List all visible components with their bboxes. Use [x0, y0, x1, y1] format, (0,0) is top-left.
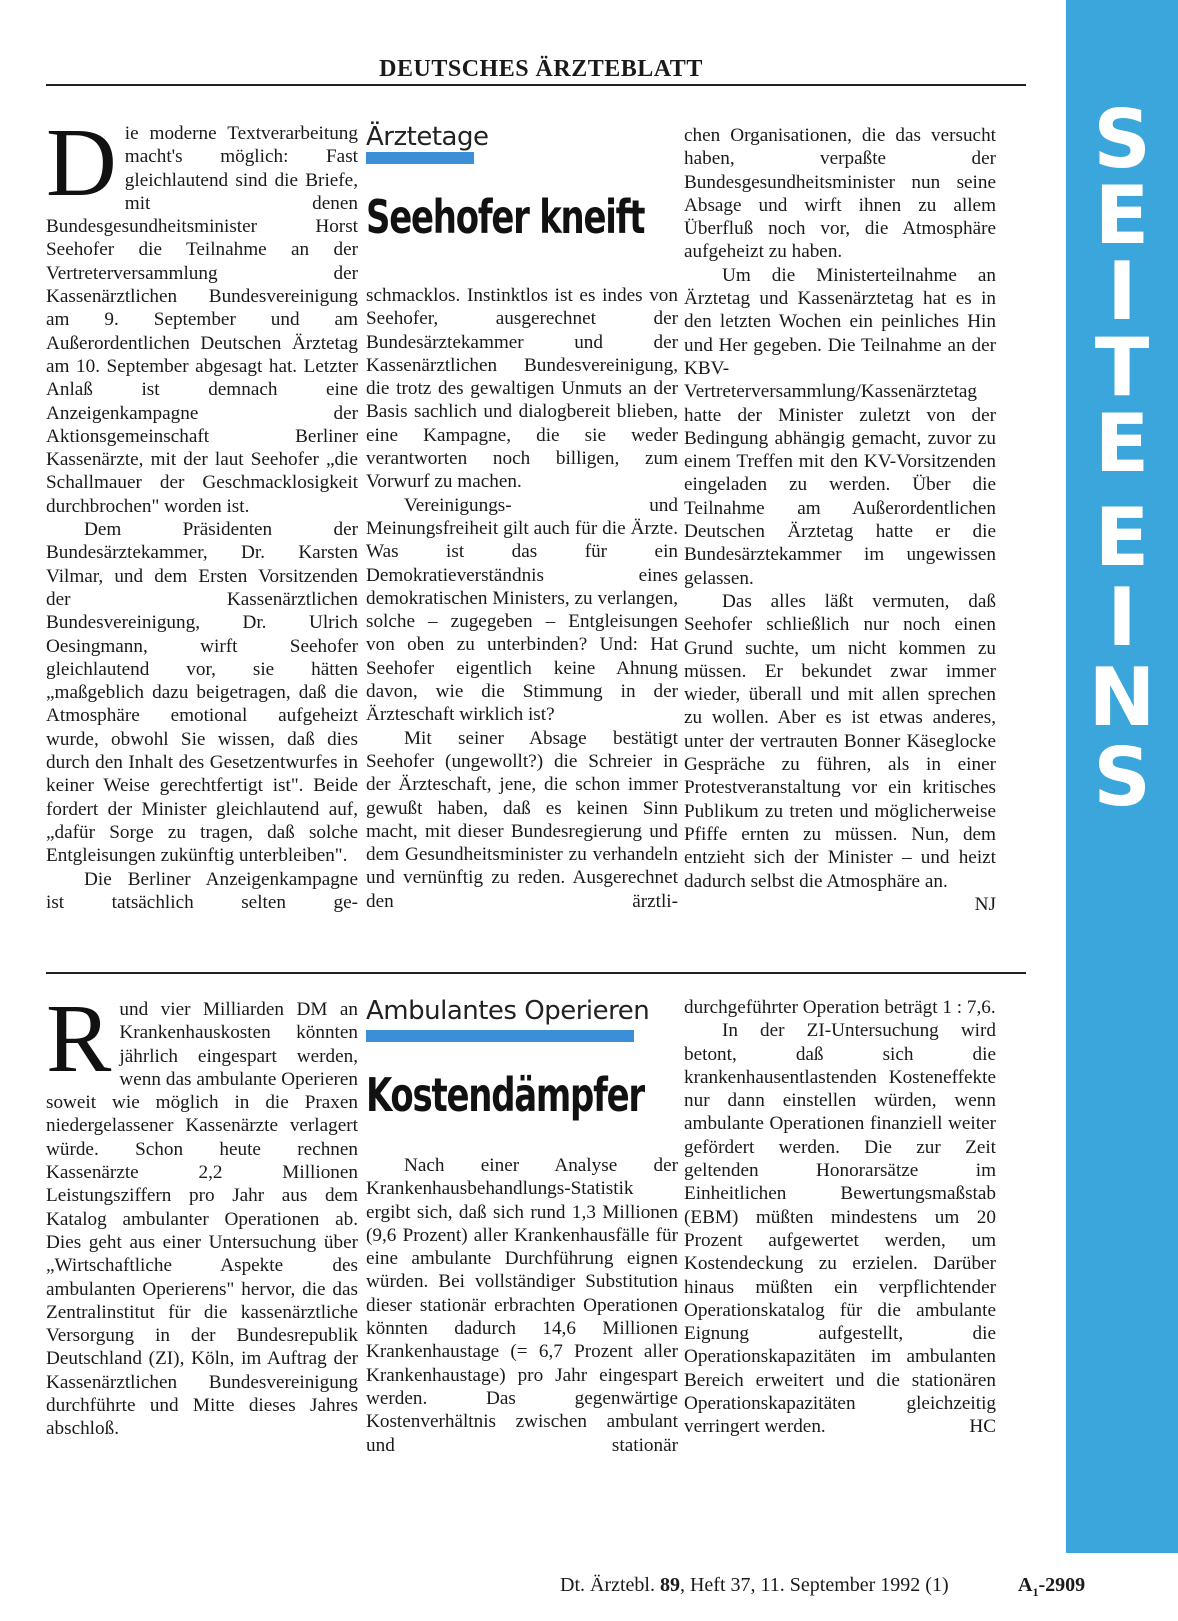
article2-column-2 [366, 1154, 678, 1457]
article1-paragraph: Mit seiner Absage bestätigt Seehofer (ungewollt?) die Schreier in der Ärzteschaft, jene, die schon immer gewußt haben, daß es keinen Sinn macht, mit dieser Bundesregierung und dem Gesundheitsminister zu verhandeln und vernünftig zu reden. Ausgerechnet den ärztli- [366, 727, 678, 912]
article2-paragraph-text: In der ZI-Untersuchung wird betont, daß sich die krankenhausentlastenden Kosteneffekte nur dann einstellen würden, wenn ambulante Operationen finanziell weiter gefördert werden. Die zur Zeit geltenden Honorarsätze im Einheitlichen Bewertungsmaßstab (EBM) müßten mindestens um 20 Prozent aufgewertet werden, um Kostendeckung zu erzielen. Darüber hinaus müßten ein verpflichtender Operationskatalog für die ambulante Eignung aufgestellt, die Operationskapazitäten im ambulanten Bereich erweitert und die stationären Operationskapazitäten gleichzeitig verringert werden. [684, 1020, 996, 1438]
article2-column-1 [46, 985, 358, 1441]
side-tab-letter: I [1107, 571, 1137, 664]
side-tab-letter: T [1094, 321, 1150, 414]
article1-paragraph: Vereinigungs- und Meinungsfreiheit gilt auch für die Ärzte. Was ist das für ein Demokratieverständnis eines demokratischen Ministers, zu verlangen, solche – zugegeben – Entgleisungen von oben zu unterbinden? Und: Hat Seehofer eigentlich keine Ahnung davon, wie die Stimmung in der Ärzteschaft wirklich ist? [366, 494, 678, 726]
article2-headline: Kostendämpfer [366, 1068, 644, 1122]
article1-dropcap: D [46, 109, 117, 217]
article-divider [46, 972, 1026, 974]
side-tab-letter: S [1093, 731, 1151, 824]
article2-kicker: Ambulantes Operieren [366, 996, 650, 1026]
page-number-prefix: A [1018, 1574, 1033, 1596]
side-tab-letter: N [1088, 651, 1156, 744]
article1-kicker-bar [366, 152, 474, 164]
article2-paragraph: und vier Milliarden DM an Krankenhauskosten könnten jährlich eingespart werden, wenn das ambulante Operieren soweit wie möglich in die Praxen niedergelassener Kassenärzte verlagert würde. Schon heute rechnen Kassenärzte 2,2 Millionen Leistungsziffern pro Jahr aus dem Katalog ambulanter Operationen ab. Dies geht aus einer Untersuchung über „Wirtschaftliche Aspekte des ambulanten Operierens" hervor, die das Zentralinstitut für die kassenärztliche Versorgung in der Bundesrepublik Deutschland (ZI), Köln, im Auftrag der Kassenärztlichen Bundesvereinigung durchführte und Mitte dieses Jahres abschloß. [46, 999, 358, 1440]
article1-paragraph: Dem Präsidenten der Bundesärztekammer, Dr. Karsten Vilmar, und dem Ersten Vorsitzenden der Kassenärztlichen Bundesvereinigung, Dr. Ulrich Oesingmann, wirft Seehofer gleichlautend vor, sie hätten „maßgeblich dazu beigetragen, daß die Atmosphäre emotional aufgeheizt wurde, obwohl Sie wissen, daß dies durch den Inhalt des Gesetzentwurfes in keiner Weise gerechtfertigt ist". Beide fordert der Minister gleichlautend auf, „dafür Sorge zu tragen, daß solche Entgleisungen zukünftig unterbleiben". [46, 519, 358, 867]
article1-headline: Seehofer kneift [366, 190, 645, 244]
article2-column-3 [684, 996, 996, 1439]
side-tab-letter: S [1093, 93, 1151, 186]
article1-paragraph [684, 590, 996, 915]
page-number [1018, 1574, 1085, 1600]
article2-paragraph: Nach einer Analyse der Krankenhausbehandlungs-Statistik ergibt sich, daß sich rund 1,3 Millionen (9,6 Prozent) aller Krankenhausfälle für eine ambulante Durchführung eignen würden. Bei vollständiger Substitution dieser stationär erbrachten Operationen könnten dadurch 14,6 Millionen Krankenhaustage (= 6,7 Prozent aller Krankenhaustage) pro Jahr eingespart werden. Das gegenwärtige Kostenverhältnis zwischen ambulant und stationär [366, 1155, 678, 1456]
page-number-sub: 1 [1032, 1585, 1039, 1599]
article2-author-initials: HC [969, 1416, 996, 1438]
footer-citation [560, 1574, 949, 1597]
article1-paragraph: Um die Ministerteilnahme an Ärztetag und Kassenärztetag hat es in den letzten Wochen ein peinliches Hin und Her gegeben. Die Teilnahme an der KBV-Vertreterversammlung/Kassenärztetag hatte der Minister zuletzt von der Bedingung abhängig gemacht, zuvor zu einem Treffen mit den KV-Vorsitzenden eingeladen zu werden. Über die Teilnahme am Außerordentlichen Deutschen Ärztetag hatte er die Bundesärztekammer im ungewissen gelassen. [684, 264, 996, 589]
section-tab-seite-eins [1066, 0, 1178, 1553]
side-tab-letter: E [1094, 397, 1150, 490]
footer-volume: 89 [659, 1574, 680, 1596]
page-number-value: -2909 [1038, 1574, 1086, 1596]
side-tab-letter: E [1094, 491, 1150, 584]
article2-dropcap: R [46, 985, 112, 1093]
footer-issue: , Heft 37, 11. September 1992 (1) [679, 1574, 949, 1596]
article1-column-2 [366, 284, 678, 913]
article2-paragraph [684, 1019, 996, 1438]
article1-paragraph: chen Organisationen, die das versucht haben, verpaßte der Bundesgesundheitsminister nun seine Absage und wirft ihnen zu allem Überfluß noch vor, die Atmosphäre aufgeheizt zu haben. [684, 125, 996, 263]
masthead-title: DEUTSCHES ÄRZTEBLATT [379, 56, 703, 82]
footer-journal: Dt. Ärztebl. [560, 1574, 655, 1596]
article1-author-initials: NJ [974, 893, 996, 915]
article1-paragraph-text: Das alles läßt vermuten, daß Seehofer schließlich nur noch einen Grund suchte, um nicht kommen zu müssen. Er bekundet zwar immer wieder, überall und mit allen sprechen zu wollen. Aber es ist etwas anderes, unter der vertrauten Bonner Käseglocke Gespräche zu führen, als in einer Protestveranstaltung vor ein kritisches Publikum zu treten und möglicherweise Pfiffe ernten zu müssen. Nun, dem entzieht sich der Minister – und heizt dadurch selbst die Atmosphäre an. [684, 590, 996, 892]
article1-paragraph: Die Berliner Anzeigenkampagne ist tatsächlich selten ge- [46, 868, 358, 913]
article1-column-1 [46, 109, 358, 914]
article2-paragraph: durchgeführter Operation beträgt 1 : 7,6. [684, 997, 996, 1018]
article1-column-3 [684, 124, 996, 916]
side-tab-letter: I [1107, 245, 1137, 338]
article2-kicker-bar [366, 1030, 634, 1042]
masthead-rule [46, 84, 1026, 86]
article1-kicker: Ärztetage [366, 122, 489, 152]
side-tab-letter: E [1094, 169, 1150, 262]
article1-paragraph: schmacklos. Instinktlos ist es indes von Seehofer, ausgerechnet der Bundesärztekammer und der Kassenärztlichen Bundesvereinigung, die trotz des gewaltigen Unmuts an der Basis sachlich und dialogbereit blieben, eine Kampagne, die sie weder verantworten noch billigen, zum Vorwurf zu machen. [366, 285, 678, 493]
article1-paragraph: ie moderne Textverarbeitung macht's möglich: Fast gleichlautend sind die Briefe, mit denen Bundesgesundheitsminister Horst Seehofer die Teilnahme an der Vertreterversammlung der Kassenärztlichen Bundesvereinigung am 9. September und am Außerordentlichen Deutschen Ärztetag am 10. September abgesagt hat. Letzter Anlaß ist demnach eine Anzeigenkampagne der Aktionsgemeinschaft Berliner Kassenärzte, mit der laut Seehofer „die Schallmauer der Geschmacklosigkeit durchbrochen" worden ist. [46, 123, 358, 517]
